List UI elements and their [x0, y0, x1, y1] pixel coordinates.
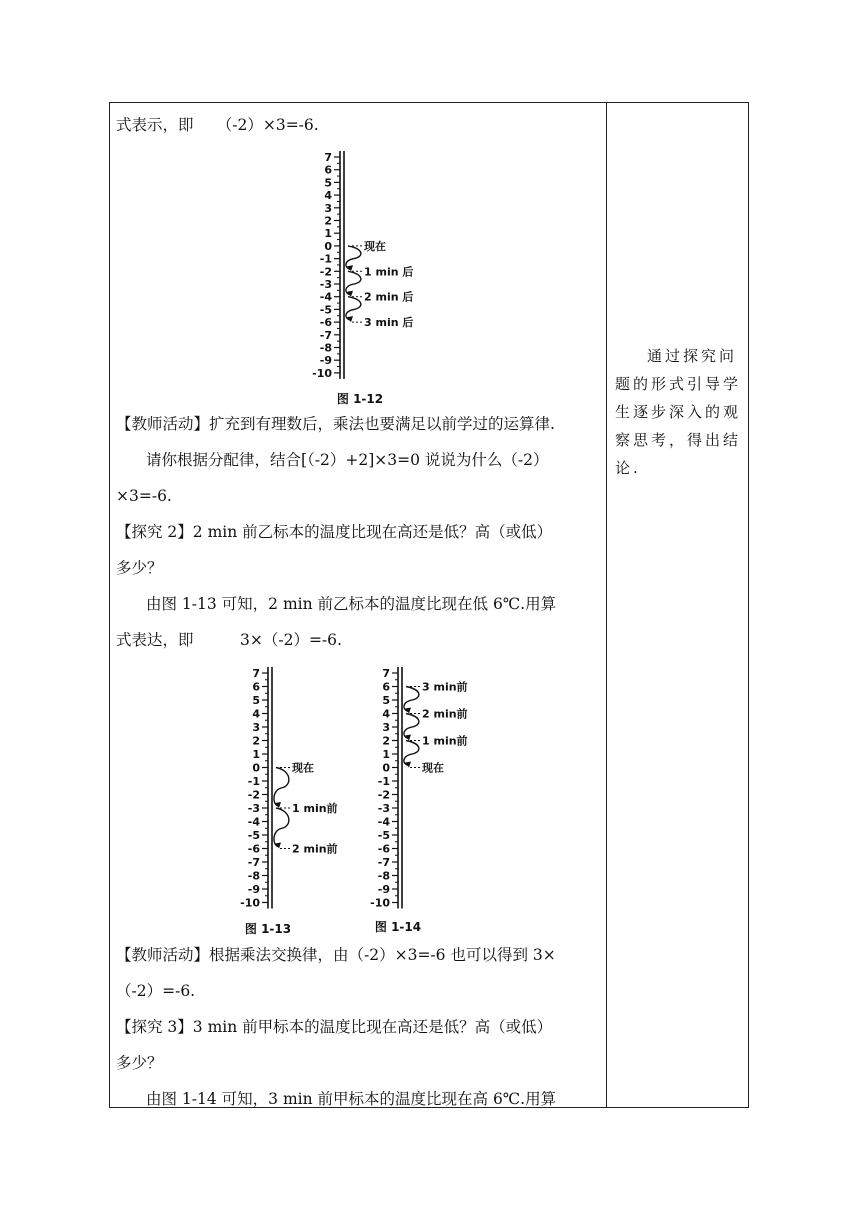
side-text-line: 察思考，得出结 [615, 431, 742, 449]
text-line: 由图 1-13 可知，2 min 前乙标本的温度比现在低 6℃.用算 [146, 595, 557, 613]
figure-1-14 [368, 661, 508, 939]
text-line: 多少？ [116, 559, 163, 577]
tick-label: 4 [252, 707, 260, 721]
tick-label: -5 [319, 303, 332, 317]
tick-label: -2 [247, 788, 260, 802]
point-label: 1 min前 [422, 734, 468, 748]
tick-label: 6 [324, 163, 332, 177]
tick-label: 1 [324, 227, 332, 241]
tick-label: -10 [370, 896, 390, 910]
tick-label: 1 [252, 748, 260, 761]
tick-label: 5 [382, 694, 390, 707]
text-line: 【教师活动】扩充到有理数后，乘法也要满足以前学过的运算律. [116, 415, 555, 433]
figure-caption: 图 1-13 [244, 922, 292, 936]
tick-label: -7 [377, 856, 390, 869]
tick-label: -6 [377, 842, 390, 856]
text-line: 【探究 2】2 min 前乙标本的温度比现在高还是低？高（或低） [116, 523, 553, 541]
tick-label: 3 [382, 721, 390, 734]
main-content-cell [110, 103, 606, 1107]
point-label: 1 min前 [292, 802, 338, 815]
jump-arc [346, 246, 361, 269]
tick-label: -1 [247, 775, 260, 788]
tick-label: -3 [377, 802, 390, 815]
tick-label: -9 [247, 883, 260, 896]
tick-label: -6 [319, 316, 332, 330]
tick-label: -1 [319, 252, 332, 266]
text-line: 式表达，即 3×（-2）=-6. [116, 631, 342, 649]
tick-label: 1 [382, 748, 390, 761]
point-label: 现在 [364, 239, 386, 253]
tick-label: -1 [377, 775, 390, 788]
jump-arc [404, 714, 419, 739]
jump-arc [404, 687, 419, 712]
tick-label: -8 [319, 341, 332, 355]
text-line: 多少？ [116, 1054, 163, 1072]
point-label: 2 min 后 [364, 290, 414, 304]
side-text-line: 通过探究问 [647, 347, 738, 365]
tick-label: 6 [382, 680, 390, 694]
tick-label: 0 [252, 761, 260, 775]
tick-label: -9 [377, 883, 390, 896]
text-line: 【探究 3】3 min 前甲标本的温度比现在高还是低？高（或低） [116, 1018, 553, 1036]
jump-arc [346, 297, 361, 320]
tick-label: -9 [319, 354, 332, 368]
tick-label: -10 [240, 896, 260, 910]
side-text-line: 论. [615, 459, 641, 477]
point-label: 现在 [292, 761, 314, 775]
tick-label: -8 [377, 869, 390, 883]
tick-label: 3 [324, 201, 332, 215]
jump-arc [346, 271, 361, 294]
tick-label: -2 [319, 265, 332, 279]
tick-label: -5 [377, 829, 390, 842]
tick-label: 7 [382, 667, 390, 680]
jump-arc [274, 768, 289, 807]
side-text-line: 题的形式引导学 [615, 375, 742, 393]
jump-arc [274, 808, 289, 847]
tick-label: -3 [247, 802, 260, 815]
tick-label: -10 [312, 366, 332, 380]
text-line: 由图 1-14 可知，3 min 前甲标本的温度比现在高 6℃.用算 [146, 1090, 557, 1108]
tick-label: -8 [247, 869, 260, 883]
tick-label: -2 [377, 788, 390, 802]
text-line: 请你根据分配律，结合[（-2）+2]×3=0 说说为什么（-2） [146, 451, 549, 469]
text-line: 式表示，即 （-2）×3=-6. [116, 116, 319, 134]
tick-label: 3 [252, 721, 260, 734]
point-label: 现在 [422, 761, 444, 775]
point-label: 2 min前 [422, 707, 468, 721]
tick-label: 6 [252, 680, 260, 694]
lesson-table [109, 102, 749, 1108]
design-intent-cell [607, 103, 748, 1107]
tick-label: -7 [319, 328, 332, 342]
point-label: 3 min前 [422, 680, 468, 694]
tick-label: 7 [252, 667, 260, 680]
point-label: 3 min 后 [364, 316, 414, 330]
text-line: （-2）=-6. [116, 982, 196, 1000]
tick-label: 0 [324, 239, 332, 253]
tick-label: 2 [324, 214, 332, 228]
tick-label: -6 [247, 842, 260, 856]
point-label: 2 min前 [292, 842, 338, 856]
tick-label: 4 [382, 707, 390, 721]
tick-label: -4 [247, 815, 260, 829]
figure-caption: 图 1-14 [374, 920, 422, 934]
tick-label: -5 [247, 829, 260, 842]
tick-label: 0 [382, 761, 390, 775]
figure-caption: 图 1-12 [336, 392, 384, 406]
figure-1-13 [228, 661, 368, 939]
tick-label: 2 [252, 734, 260, 748]
tick-label: -3 [319, 278, 332, 291]
tick-label: 2 [382, 734, 390, 748]
jump-arc [404, 741, 419, 766]
tick-label: 4 [324, 189, 332, 203]
text-line: 【教师活动】根据乘法交换律，由（-2）×3=-6 也可以得到 3× [116, 946, 556, 964]
tick-label: -7 [247, 856, 260, 869]
tick-label: 7 [324, 151, 332, 164]
tick-label: -4 [319, 290, 332, 304]
figure-1-12 [300, 147, 440, 407]
tick-label: 5 [252, 694, 260, 707]
point-label: 1 min 后 [364, 265, 414, 279]
tick-label: -4 [377, 815, 390, 829]
side-text-line: 生逐步深入的观 [615, 403, 742, 421]
text-line: ×3=-6. [116, 487, 172, 505]
tick-label: 5 [324, 176, 332, 190]
